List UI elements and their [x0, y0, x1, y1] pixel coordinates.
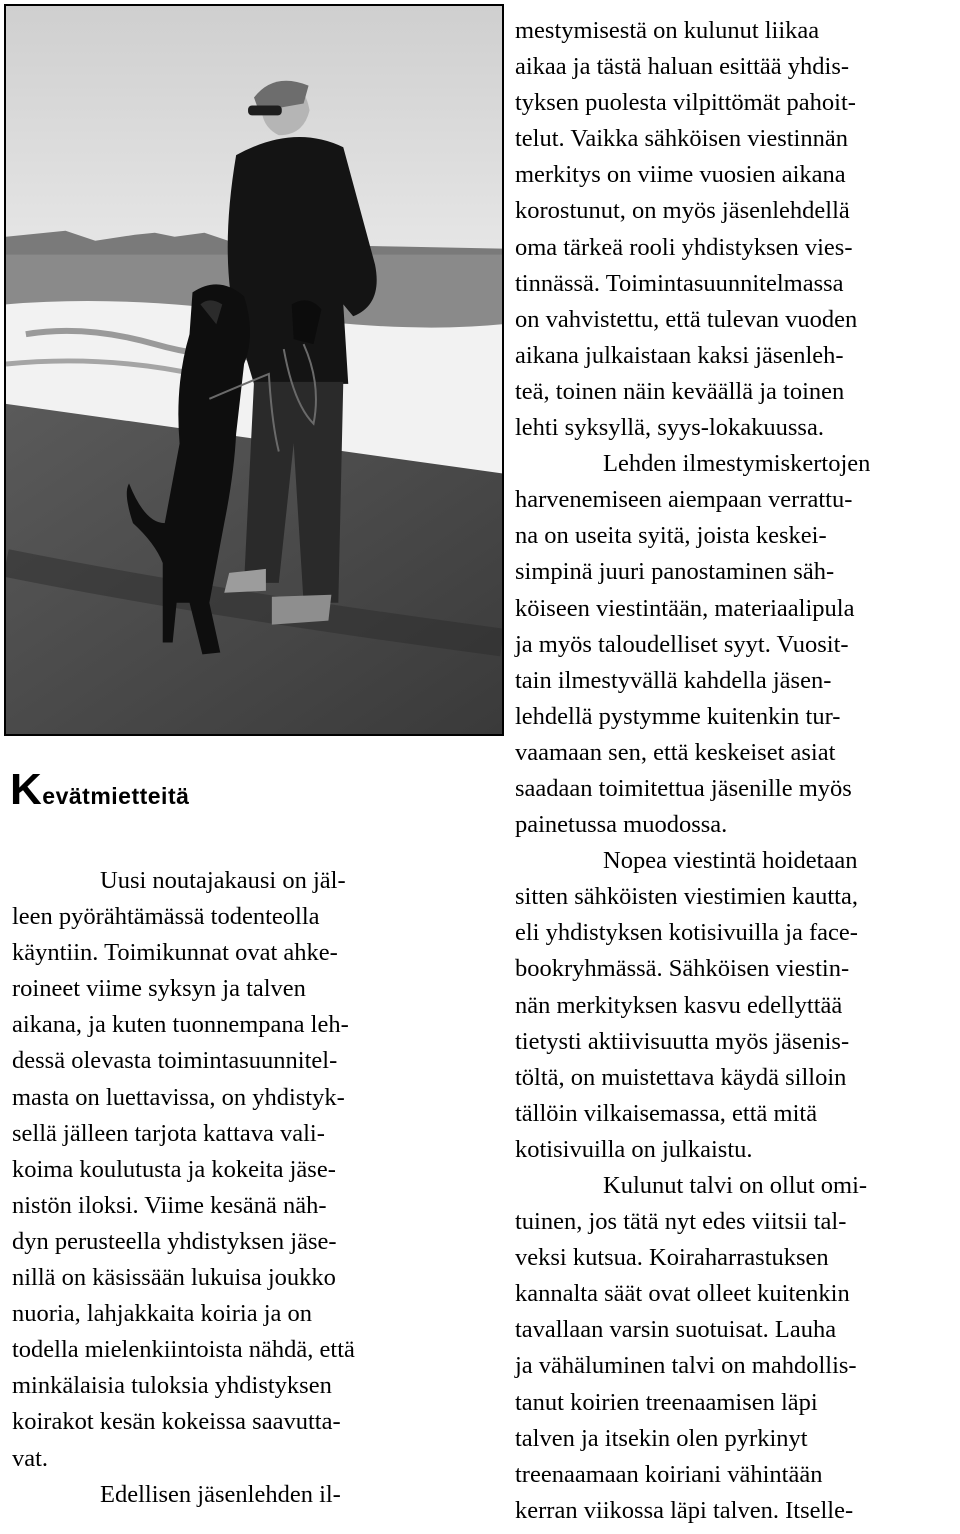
- text-line: on vahvistettu, että tulevan vuoden: [515, 305, 858, 333]
- photo-man-with-black-dog: [4, 4, 504, 736]
- text-line: aikana, ja kuten tuonnempana leh-: [12, 1011, 349, 1039]
- article-left-column: [12, 863, 467, 1513]
- text-line: teä, toinen näin keväällä ja toinen: [515, 377, 845, 405]
- text-line: ja myös taloudelliset syyt. Vuosit-: [515, 630, 849, 658]
- text-line: koima koulutusta ja kokeita jäse-: [12, 1155, 336, 1183]
- text-line: koirakot kesän kokeissa saavutta-: [12, 1408, 341, 1436]
- text-line: merkitys on viime vuosien aikana: [515, 161, 846, 189]
- text-line: painetussa muodossa.: [515, 811, 728, 839]
- text-line: tällöin vilkaisemassa, että mitä: [515, 1099, 818, 1127]
- text-line: oma tärkeä rooli yhdistyksen vies-: [515, 233, 853, 261]
- text-line: tavallaan varsin suotuisat. Lauha: [515, 1316, 837, 1344]
- text-line: kotisivuilla on julkaistu.: [515, 1135, 753, 1163]
- text-line: Edellisen jäsenlehden il-: [100, 1480, 341, 1508]
- text-line: Kulunut talvi on ollut omi-: [603, 1172, 868, 1199]
- text-line: talven ja itsekin olen pyrkinyt: [515, 1424, 808, 1452]
- text-line: telut. Vaikka sähköisen viestinnän: [515, 125, 848, 153]
- text-line: harvenemiseen aiempaan verrattu-: [515, 486, 853, 514]
- text-line: mestymisestä on kulunut liikaa: [515, 17, 820, 44]
- text-line: nuoria, lahjakkaita koiria ja on: [12, 1300, 313, 1328]
- text-line: dessä olevasta toimintasuunnitel-: [12, 1047, 338, 1075]
- text-line: korostunut, on myös jäsenlehdellä: [515, 197, 850, 225]
- text-line: lehdellä pystymme kuitenkin tur-: [515, 702, 841, 730]
- text-line: tyksen puolesta vilpittömät pahoit-: [515, 89, 856, 117]
- text-line: ja vähäluminen talvi on mahdollis-: [515, 1352, 857, 1380]
- text-line: aikaa ja tästä haluan esittää yhdis-: [515, 53, 850, 81]
- text-line: nillä on käsissään lukuisa joukko: [12, 1264, 336, 1292]
- text-line: aikana julkaistaan kaksi jäsenleh-: [515, 341, 844, 369]
- text-line: simpinä juuri panostaminen säh-: [515, 558, 835, 586]
- text-line: tuinen, jos tätä nyt edes viitsii tal-: [515, 1208, 847, 1236]
- text-line: köiseen viestintään, materiaalipula: [515, 594, 855, 622]
- text-line: leen pyörähtämässä todenteolla: [12, 903, 320, 931]
- text-line: kannalta säät ovat olleet kuitenkin: [515, 1280, 850, 1308]
- text-line: kerran viikossa läpi talven. Itselle-: [515, 1496, 854, 1524]
- text-line: na on useita syitä, joista keskei-: [515, 522, 827, 550]
- text-line: tinnässä. Toimintasuunnitelmassa: [515, 269, 844, 297]
- photo-illustration: [6, 6, 502, 734]
- text-line: todella mielenkiintoista nähdä, että: [12, 1336, 355, 1364]
- text-line: lehti syksyllä, syys-lokakuussa.: [515, 414, 824, 442]
- text-line: Lehden ilmestymiskertojen: [603, 450, 871, 478]
- text-line: dyn perusteella yhdistyksen jäse-: [12, 1227, 337, 1255]
- heading-rest: evätmietteitä: [42, 783, 190, 809]
- text-line: töltä, on muistettava käydä silloin: [515, 1063, 847, 1091]
- text-line: sitten sähköisten viestimien kautta,: [515, 883, 858, 911]
- article-right-column: [515, 13, 957, 1529]
- text-line: treenaamaan koiriani vähintään: [515, 1460, 823, 1488]
- text-line: tanut koirien treenaamisen läpi: [515, 1388, 818, 1416]
- text-line: roineet viime syksyn ja talven: [12, 975, 306, 1003]
- article-heading: [10, 765, 190, 814]
- text-line: saadaan toimitettua jäsenille myös: [515, 774, 852, 802]
- text-line: tain ilmestyvällä kahdella jäsen-: [515, 666, 832, 694]
- text-line: tietysti aktiivisuutta myös jäsenis-: [515, 1027, 850, 1055]
- text-line: nistön iloksi. Viime kesänä näh-: [12, 1191, 327, 1219]
- heading-initial: K: [10, 765, 43, 814]
- text-line: minkälaisia tuloksia yhdistyksen: [12, 1372, 332, 1400]
- text-line: veksi kutsua. Koiraharrastuksen: [515, 1244, 829, 1272]
- text-line: Uusi noutajakausi on jäl-: [100, 867, 346, 894]
- text-line: Nopea viestintä hoidetaan: [603, 847, 858, 875]
- text-line: eli yhdistyksen kotisivuilla ja face-: [515, 919, 858, 947]
- text-line: nän merkityksen kasvu edellyttää: [515, 991, 843, 1019]
- text-line: masta on luettavissa, on yhdistyk-: [12, 1083, 345, 1111]
- text-line: vat.: [12, 1444, 49, 1472]
- text-line: vaamaan sen, että keskeiset asiat: [515, 738, 836, 766]
- text-line: bookryhmässä. Sähköisen viestin-: [515, 955, 850, 983]
- text-line: käyntiin. Toimikunnat ovat ahke-: [12, 939, 338, 967]
- text-line: sellä jälleen tarjota kattava vali-: [12, 1119, 325, 1147]
